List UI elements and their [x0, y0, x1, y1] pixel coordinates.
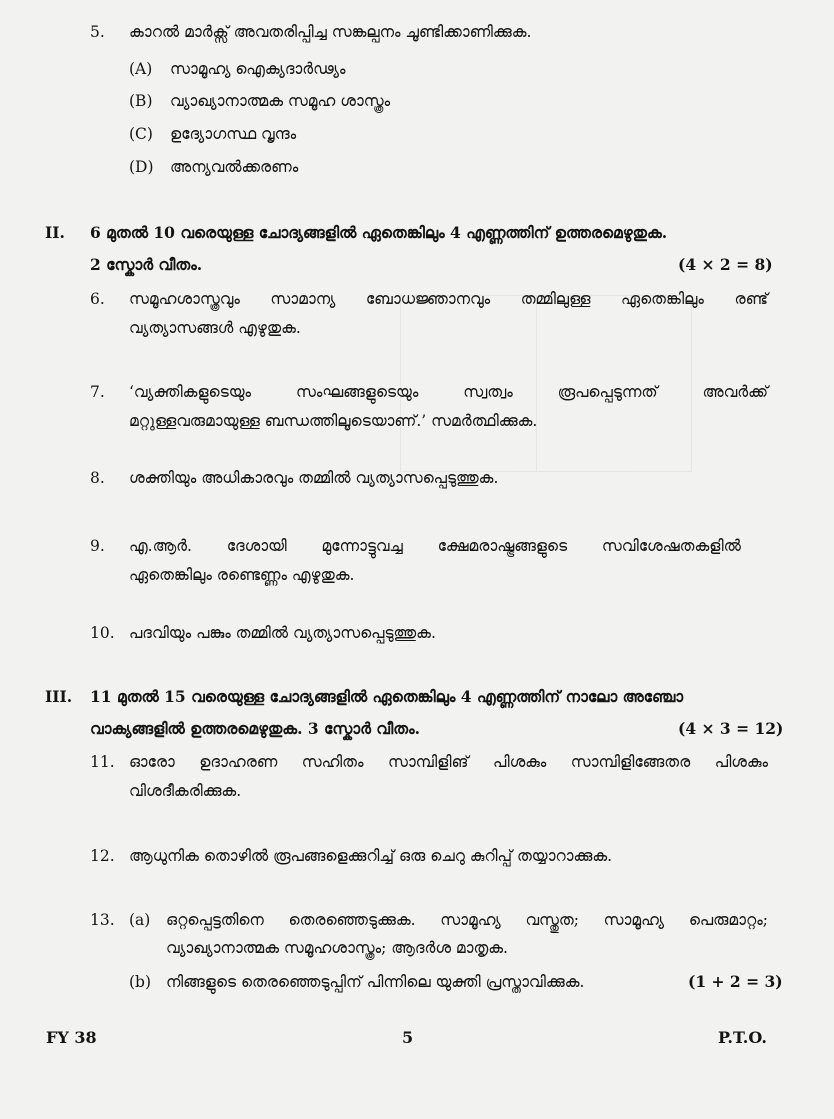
q5-option-a-text: സാമൂഹ്യ ഐക്യദാർഢ്യം — [170, 60, 346, 78]
q11-number: 11. — [90, 753, 115, 771]
section-2-marks: 2 സ്കോർ വീതം. — [90, 255, 203, 274]
q12-number: 12. — [90, 847, 115, 865]
justified-word: മുന്നോട്ടുവച്ച — [321, 537, 403, 555]
q5-number: 5. — [90, 23, 105, 41]
section-3-number: III. — [45, 687, 73, 706]
section-2-instruction: 6 മുതൽ 10 വരെയുള്ള ചോദ്യങ്ങളിൽ ഏതെങ്കിലും 4 എണ്ണത്തിന് ഉത്തരമെഴുതുക. — [90, 223, 668, 242]
justified-word: പെരുമാറ്റം; — [688, 911, 768, 929]
q13-score: (1 + 2 = 3) — [688, 972, 783, 991]
justified-word: ‘വ്യക്തികളുടെയും — [129, 383, 252, 401]
q13-number: 13. — [90, 911, 115, 929]
q11-line1 — [129, 752, 768, 772]
justified-word: സാമൂഹ്യ — [603, 911, 665, 929]
justified-word: ഉദാഹരണ — [199, 753, 278, 771]
justified-word: സമൂഹശാസ്ത്രവും — [129, 290, 240, 308]
q6-line1 — [129, 289, 768, 309]
footer-page-number: 5 — [402, 1028, 414, 1047]
justified-word: രൂപപ്പെടുന്നത് — [557, 383, 658, 401]
justified-word: വസ്തുത; — [525, 911, 579, 929]
justified-word: എ.ആർ. — [129, 537, 192, 555]
q5-text: കാറൽ മാർക്സ് അവതരിപ്പിച്ച സങ്കല്പനം ചൂണ്ടിക്കാണിക്കുക. — [129, 23, 532, 41]
q5-option-c-label: (C) — [129, 125, 153, 143]
justified-word: അവർക്ക് — [702, 383, 768, 401]
q6-number: 6. — [90, 290, 105, 308]
q13b-label: (b) — [129, 973, 152, 991]
justified-word: ഓരോ — [129, 753, 175, 771]
section-3-score: (4 × 3 = 12) — [678, 719, 784, 738]
justified-word: സവിശേഷതകളിൽ — [601, 537, 741, 555]
justified-word: സംഘങ്ങളുടെയും — [295, 383, 419, 401]
q11-line2: വിശദീകരിക്കുക. — [129, 782, 242, 800]
q9-number: 9. — [90, 537, 105, 555]
footer-code: FY 38 — [46, 1028, 97, 1047]
q5-option-b-label: (B) — [129, 92, 153, 110]
q7-line2: മറ്റുള്ളവരുമായുള്ള ബന്ധത്തിലൂടെയാണ്.’ സമർത്ഥിക്കുക. — [129, 412, 538, 430]
justified-word: ഒറ്റപ്പെട്ടതിനെ — [166, 911, 264, 929]
q10-number: 10. — [90, 624, 115, 642]
justified-word: സാമൂഹ്യ — [440, 911, 501, 929]
justified-word: ദേശായി — [226, 537, 287, 555]
q6-line2: വ്യത്യാസങ്ങൾ എഴുതുക. — [129, 319, 301, 337]
justified-word: രണ്ട് — [734, 290, 768, 308]
q5-option-a-label: (A) — [129, 60, 153, 78]
justified-word: സാമാന്യ — [270, 290, 336, 308]
footer-pto: P.T.O. — [718, 1028, 767, 1047]
q12-text: ആധുനിക തൊഴിൽ രൂപങ്ങളെക്കുറിച്ച് ഒരു ചെറു കുറിപ്പ് തയ്യാറാക്കുക. — [129, 847, 613, 865]
justified-word: പിശകും — [492, 753, 547, 771]
section-2-number: II. — [45, 223, 65, 242]
justified-word: പിശകും — [714, 753, 768, 771]
justified-word: ബോധജ്ഞാനവും — [365, 290, 491, 308]
justified-word: ഏതെങ്കിലും — [621, 290, 704, 308]
q9-line2: ഏതെങ്കിലും രണ്ടെണ്ണം എഴുതുക. — [129, 566, 355, 584]
section-2-score: (4 × 2 = 8) — [678, 255, 773, 274]
section-3-instruction-line2: വാക്യങ്ങളിൽ ഉത്തരമെഴുതുക. 3 സ്കോർ വീതം. — [90, 719, 420, 738]
q9-line1 — [129, 536, 741, 556]
justified-word: തെരഞ്ഞെടുക്കുക. — [288, 911, 416, 929]
q8-text: ശക്തിയും അധികാരവും തമ്മിൽ വ്യത്യാസപ്പെടുത്തുക. — [129, 469, 499, 487]
q5-option-b-text: വ്യാഖ്യാനാത്മക സമൂഹ ശാസ്ത്രം — [170, 92, 391, 110]
q10-text: പദവിയും പങ്കും തമ്മിൽ വ്യത്യാസപ്പെടുത്തുക. — [129, 624, 436, 642]
q13b-text: നിങ്ങളുടെ തെരഞ്ഞെടുപ്പിന് പിന്നിലെ യുക്തി പ്രസ്താവിക്കുക. — [166, 973, 585, 991]
justified-word: തമ്മിലുള്ള — [520, 290, 591, 308]
justified-word: സഹിതം — [301, 753, 364, 771]
q13a-label: (a) — [129, 911, 151, 929]
section-3-instruction-line1: 11 മുതൽ 15 വരെയുള്ള ചോദ്യങ്ങളിൽ ഏതെങ്കിലും 4 എണ്ണത്തിന് നാലോ അഞ്ചോ — [90, 687, 684, 706]
q13a-line2: വ്യാഖ്യാനാത്മക സമൂഹശാസ്ത്രം; ആദർശ മാതൃക. — [166, 939, 508, 957]
q7-number: 7. — [90, 383, 105, 401]
q7-line1 — [129, 382, 768, 402]
justified-word: സ്വത്വം — [463, 383, 513, 401]
q5-option-d-label: (D) — [129, 158, 154, 176]
q13a-line1 — [166, 910, 768, 930]
justified-word: സാമ്പിളിങ്ങേതര — [570, 753, 691, 771]
q8-number: 8. — [90, 469, 105, 487]
justified-word: ക്ഷേമരാഷ്ട്രങ്ങളുടെ — [437, 537, 568, 555]
justified-word: സാമ്പിളിങ് — [387, 753, 469, 771]
q5-option-c-text: ഉദ്യോഗസ്ഥ വൃന്ദം — [170, 125, 297, 143]
q5-option-d-text: അന്യവൽക്കരണം — [170, 158, 299, 176]
